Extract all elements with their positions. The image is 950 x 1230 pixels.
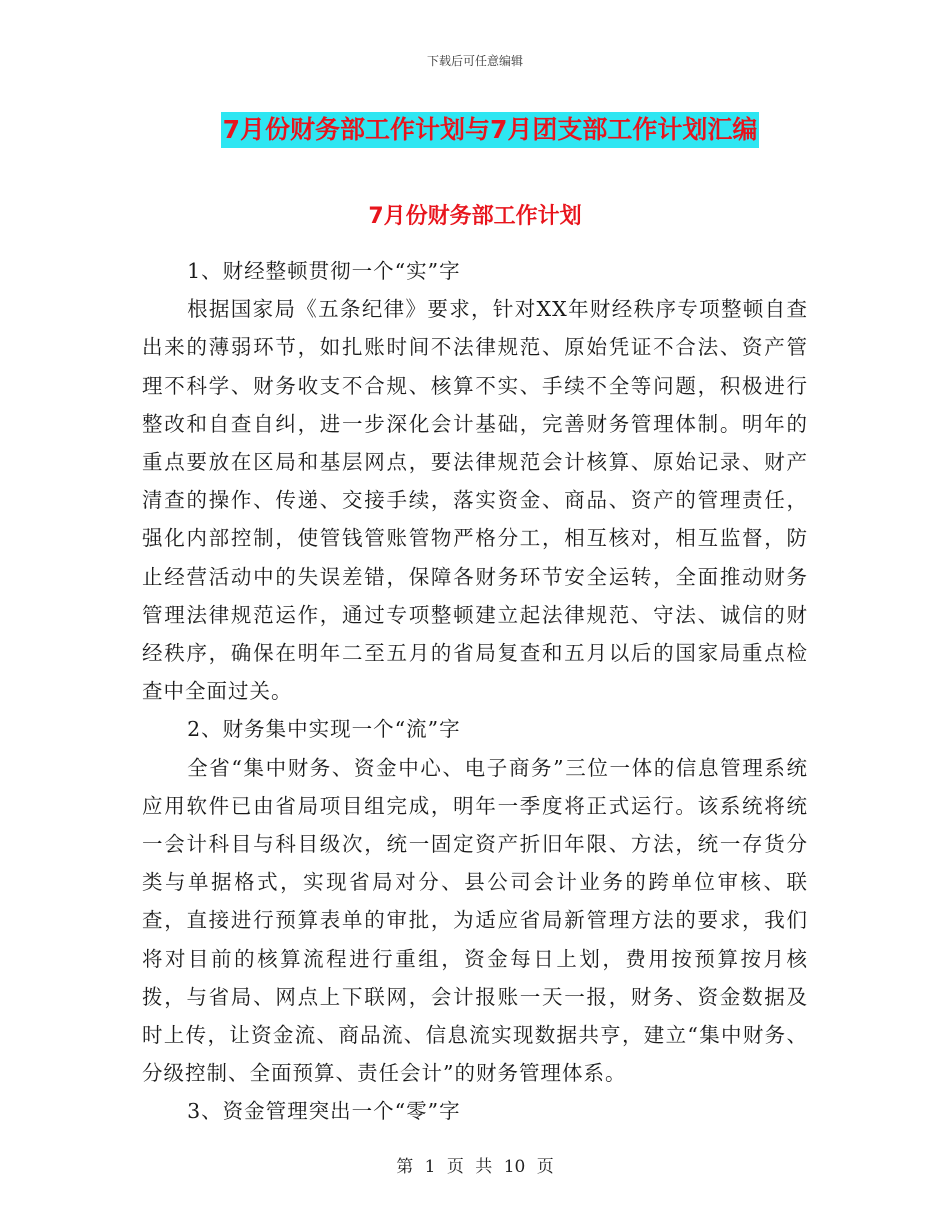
item-heading-1: 1、财经整顿贯彻一个“实”字 [187, 259, 461, 283]
document-body [142, 222, 808, 1131]
paragraph-2: 全省“集中财务、资金中心、电子商务”三位一体的信息管理系统应用软件已由省局项目组完成，明年一季度将正式运行。该系统将统一会计科目与科目级次，统一固定资产折旧年限、方法，统一存货分类与单据格式，实现省局对分、县公司会计业务的跨单位审核、联查，直接进行预算表单的审批，为适应省局新管理方法的要求，我们将对目前的核算流程进行重组，资金每日上划，费用按预算按月核拨，与省局、网点上下联网，会计报账一天一报，财务、资金数据及时上传，让资金流、商品流、信息流实现数据共亨，建立“集中财务、分级控制、全面预算、责任会计”的财务管理体系。 [142, 755, 808, 1086]
header-note: 下载后可任意编辑 [426, 54, 523, 68]
paragraph-1: 根据国家局《五条纪律》要求，针对XX年财经秩序专项整顿自查出来的薄弱环节，如扎账时间不法律规范、原始凭证不合法、资产管理不科学、财务收支不合规、核算不实、手续不全等问题，积极进行整改和自查自纠，进一步深化会计基础，完善财务管理体制。明年的重点要放在区局和基层网点，要法律规范会计核算、原始记录、财产清查的操作、传递、交接手续，落实资金、商品、资产的管理责任，强化内部控制，使管钱管账管物严格分工，相互核对，相互监督，防止经营活动中的失误差错，保障各财务环节安全运转，全面推动财务管理法律规范运作，通过专项整顿建立起法律规范、守法、诚信的财经秩序，确保在明年二至五月的省局复查和五月以后的国家局重点检查中全面过关。 [142, 297, 808, 704]
item-heading-2: 2、财务集中实现一个“流”字 [187, 717, 461, 742]
page-footer: 第 1 页 共 10 页 [396, 1157, 554, 1177]
section-title: 7月份财务部工作计划 [368, 204, 582, 229]
item-heading-3: 3、资金管理突出一个“零”字 [187, 1099, 461, 1124]
document-title: 7月份财务部工作计划与7月团支部工作计划汇编 [221, 112, 760, 148]
document-title-container [0, 112, 950, 148]
